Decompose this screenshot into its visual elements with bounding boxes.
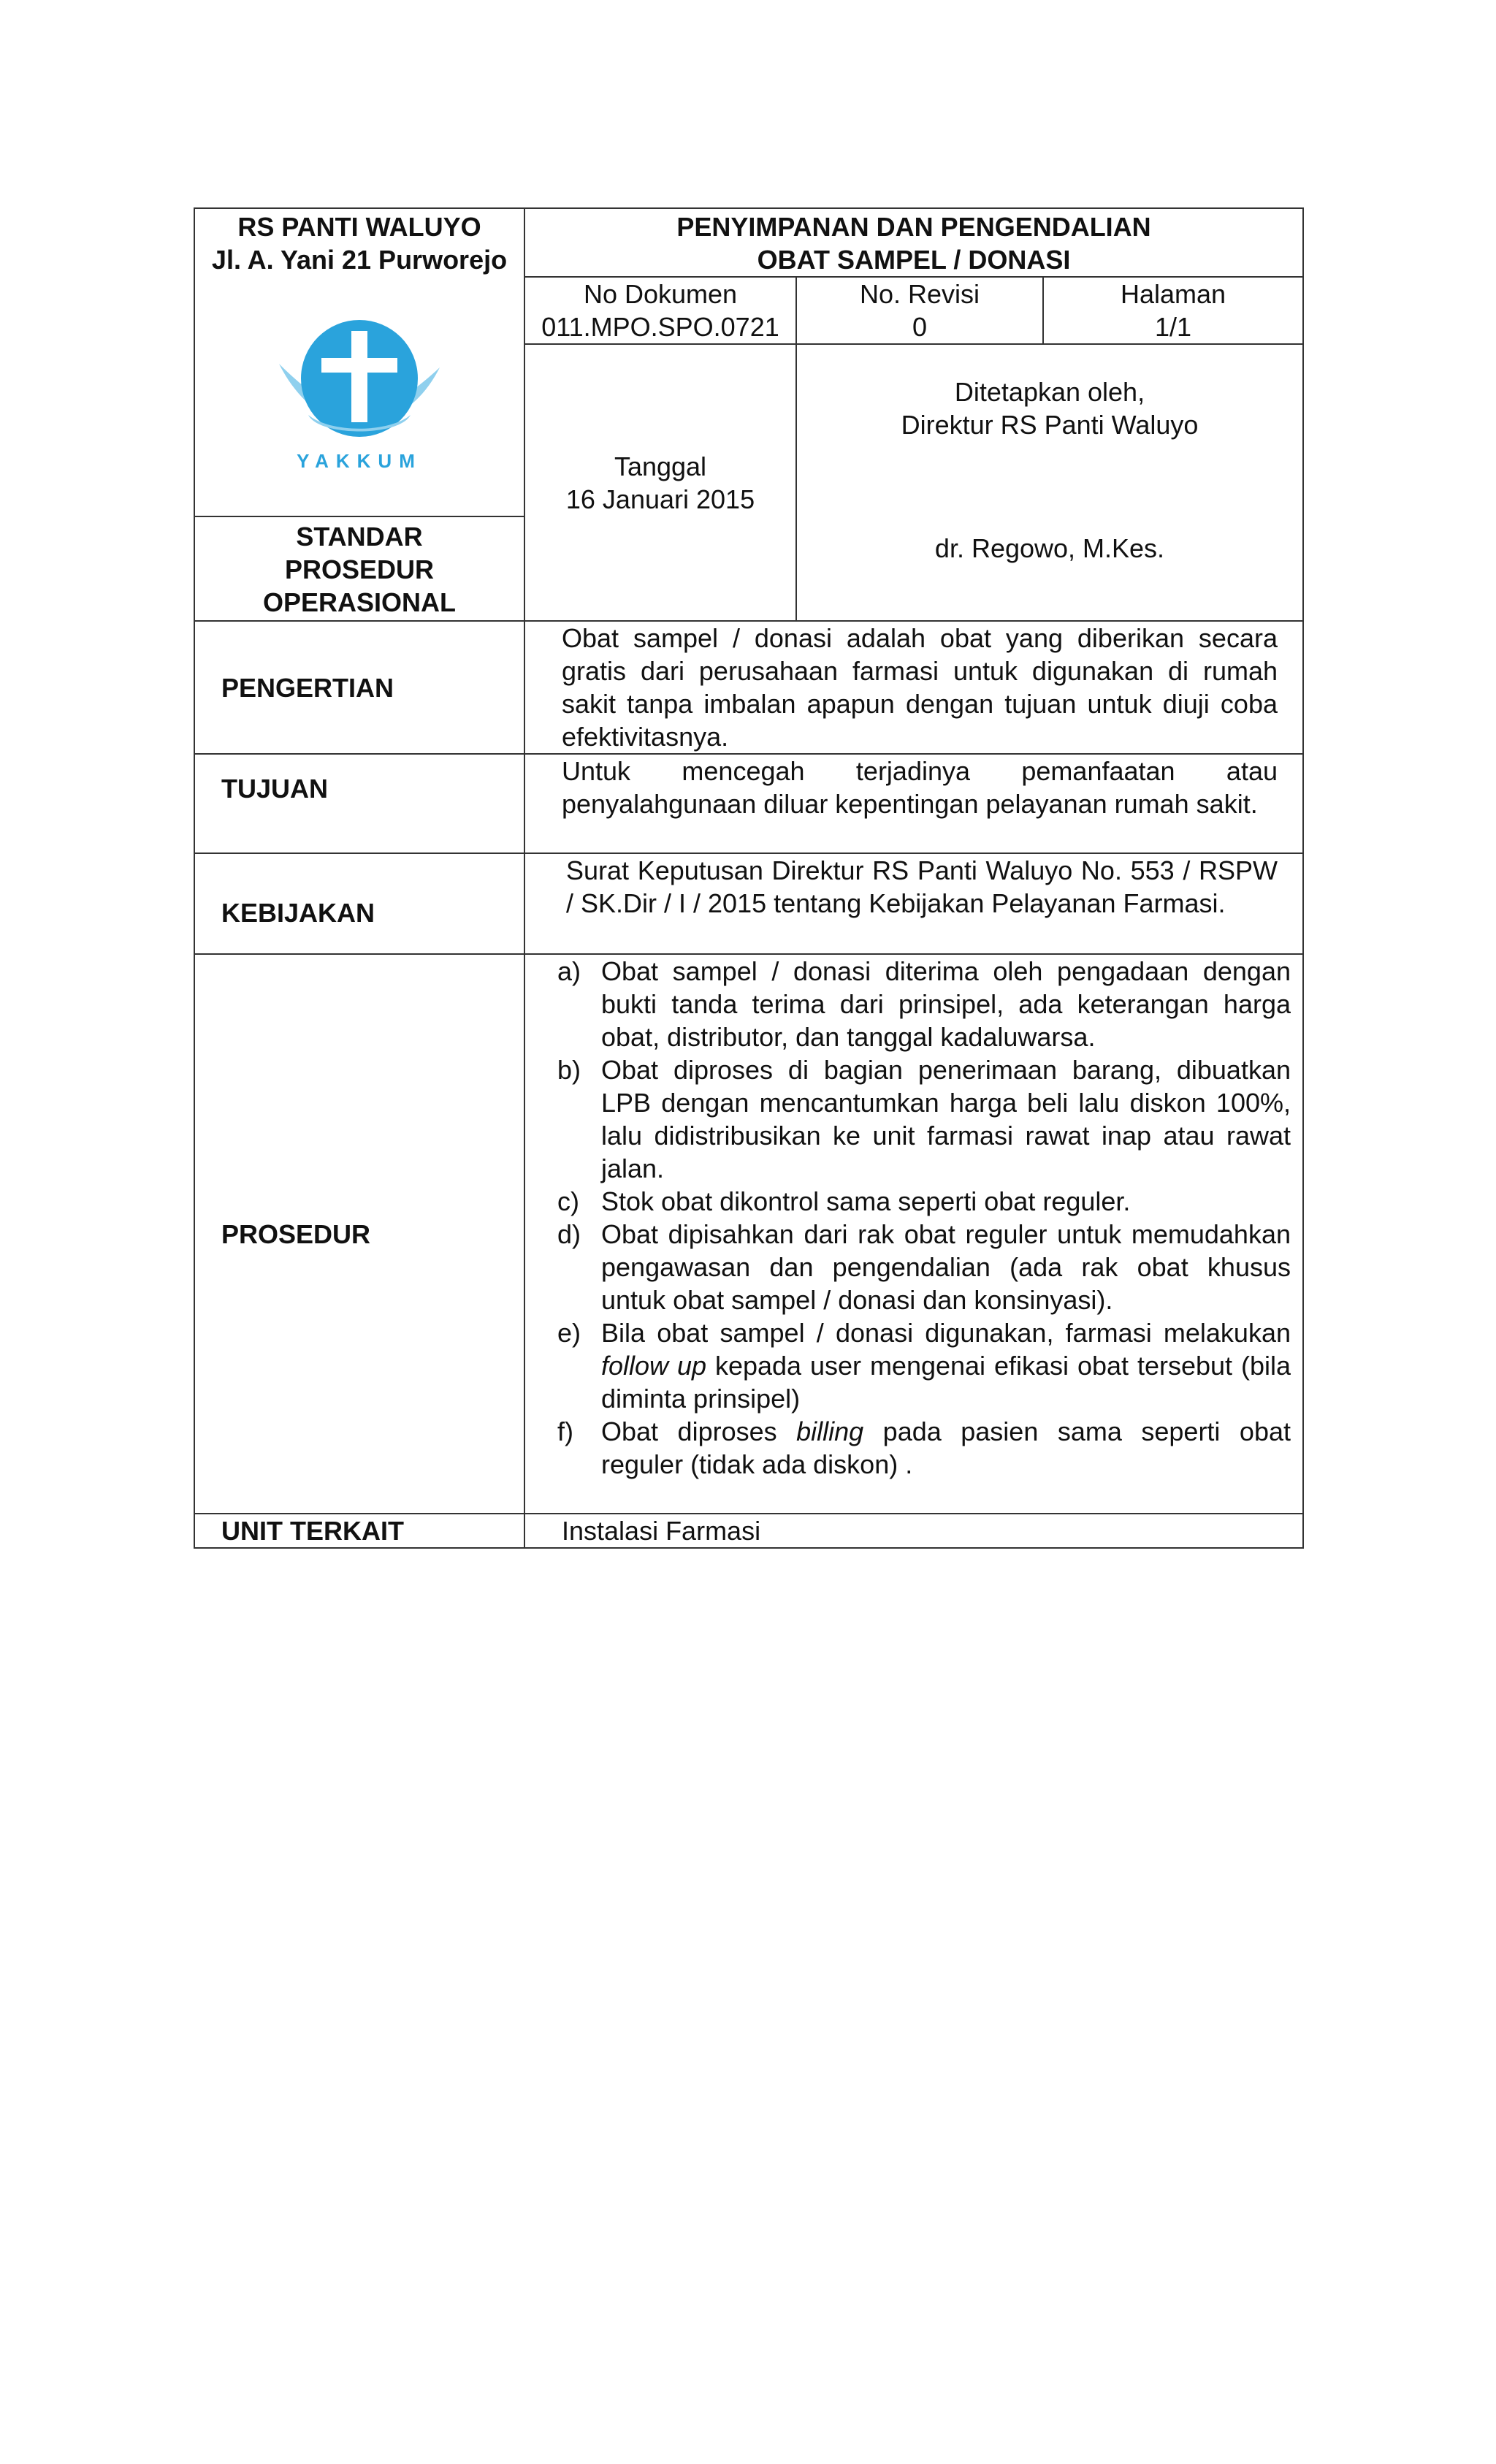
doc-number-label: No Dokumen — [583, 279, 738, 309]
prosedur-text — [601, 1316, 1291, 1415]
prosedur-text: Obat dipisahkan dari rak obat reguler untuk memudahkan pengawasan dan pengendalian (ada rak obat khusus untuk obat sampel / donasi dan konsinyasi). — [601, 1219, 1291, 1315]
yakkum-logo — [195, 276, 524, 481]
date-cell — [524, 344, 796, 621]
hospital-identity-cell — [194, 208, 524, 516]
prosedur-marker: e) — [557, 1318, 581, 1348]
hospital-address: Jl. A. Yani 21 Purworejo — [211, 245, 508, 275]
revision-label: No. Revisi — [859, 279, 980, 309]
sop-label-line-3: OPERASIONAL — [262, 587, 457, 617]
pengertian-label: PENGERTIAN — [194, 621, 524, 754]
prosedur-text — [601, 1415, 1291, 1481]
prosedur-text-before: Bila obat sampel / donasi digunakan, farmasi melakukan — [601, 1318, 1291, 1348]
page-number-cell — [1043, 277, 1303, 344]
sop-label-line-2: PROSEDUR — [284, 554, 435, 584]
prosedur-item — [557, 1218, 1291, 1316]
prosedur-text: Obat sampel / donasi diterima oleh pengadaan dengan bukti tanda terima dari prinsipel, ada keterangan harga obat, distributor, dan tanggal kadaluwarsa. — [601, 956, 1291, 1052]
tujuan-text: Untuk mencegah terjadinya pemanfaatan atau penyalahgunaan diluar kepentingan pelayanan rumah sakit. — [524, 754, 1303, 853]
date-label: Tanggal — [614, 451, 707, 481]
prosedur-marker: d) — [557, 1219, 581, 1249]
revision-value: 0 — [912, 312, 928, 342]
prosedur-item — [557, 1053, 1291, 1185]
approver-role: Direktur RS Panti Waluyo — [901, 410, 1199, 440]
prosedur-item — [557, 1316, 1291, 1415]
logo-yakkum-text: YAKKUM — [297, 450, 422, 472]
prosedur-marker: f) — [557, 1416, 573, 1446]
pengertian-text: Obat sampel / donasi adalah obat yang diberikan secara gratis dari perusahaan farmasi untuk digunakan di rumah sakit tanpa imbalan apapun dengan tujuan untuk diuji coba efektivitasnya. — [524, 621, 1303, 754]
document-title-cell — [524, 208, 1303, 277]
prosedur-text: Stok obat dikontrol sama seperti obat reguler. — [601, 1186, 1131, 1216]
yakkum-logo-icon — [264, 305, 454, 481]
prosedur-text-after: pada pasien sama seperti obat reguler (tidak ada diskon) . — [601, 1416, 1291, 1479]
prosedur-marker: a) — [557, 956, 581, 986]
date-value: 16 Januari 2015 — [565, 484, 755, 514]
sop-label-cell — [194, 516, 524, 621]
prosedur-text-before: Obat diproses — [601, 1416, 797, 1446]
approver-name: dr. Regowo, M.Kes. — [934, 533, 1165, 563]
prosedur-marker: b) — [557, 1055, 581, 1085]
prosedur-body — [524, 954, 1303, 1514]
prosedur-label: PROSEDUR — [194, 954, 524, 1514]
prosedur-item — [557, 1185, 1291, 1218]
page-value: 1/1 — [1154, 312, 1192, 342]
doc-number-cell — [524, 277, 796, 344]
hospital-name: RS PANTI WALUYO — [237, 212, 481, 242]
prosedur-list — [557, 955, 1291, 1481]
unit-terkait-text: Instalasi Farmasi — [524, 1514, 1303, 1548]
page-label: Halaman — [1120, 279, 1226, 309]
sop-label-line-1: STANDAR — [296, 522, 423, 552]
sop-table — [194, 207, 1304, 1549]
kebijakan-text: Surat Keputusan Direktur RS Panti Waluyo No. 553 / RSPW / SK.Dir / I / 2015 tentang Kebijakan Pelayanan Farmasi. — [524, 853, 1303, 954]
prosedur-text: Obat diproses di bagian penerimaan barang, dibuatkan LPB dengan mencantumkan harga beli lalu diskon 100%, lalu didistribusikan ke unit farmasi rawat inap atau rawat jalan. — [601, 1055, 1291, 1183]
revision-cell — [796, 277, 1043, 344]
prosedur-text-after: kepada user mengenai efikasi obat tersebut (bila diminta prinsipel) — [601, 1351, 1291, 1414]
approval-cell — [796, 344, 1303, 621]
document-title-line-1: PENYIMPANAN DAN PENGENDALIAN — [676, 212, 1151, 242]
doc-number-value: 011.MPO.SPO.0721 — [541, 312, 779, 342]
tujuan-label: TUJUAN — [194, 754, 524, 853]
approved-by-label: Ditetapkan oleh, — [954, 377, 1145, 407]
unit-terkait-label: UNIT TERKAIT — [194, 1514, 524, 1548]
prosedur-item — [557, 955, 1291, 1053]
prosedur-text-emphasis: billing — [796, 1416, 864, 1446]
document-title-line-2: OBAT SAMPEL / DONASI — [757, 245, 1071, 275]
prosedur-item — [557, 1415, 1291, 1481]
prosedur-text-emphasis: follow up — [601, 1351, 707, 1381]
kebijakan-label: KEBIJAKAN — [194, 853, 524, 954]
prosedur-marker: c) — [557, 1186, 579, 1216]
